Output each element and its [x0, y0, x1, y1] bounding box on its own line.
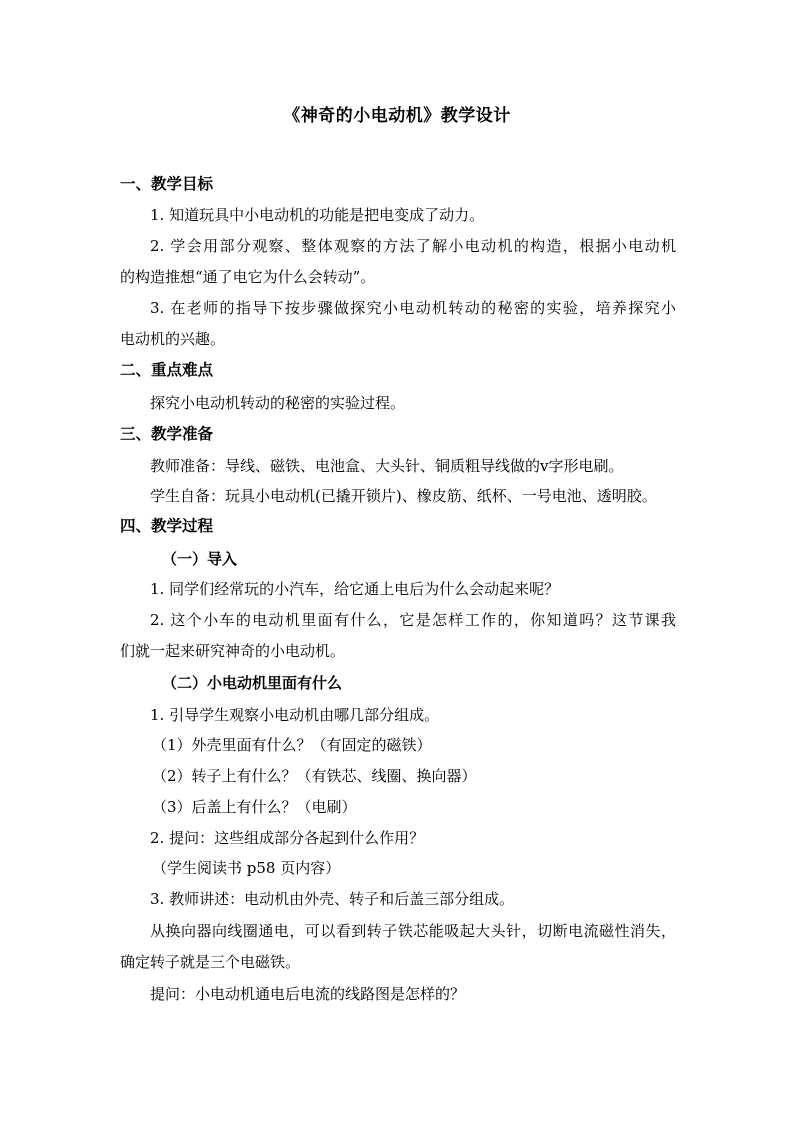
inside-paragraph-line-1: 从换向器向线圈通电，可以看到转子铁芯能吸起大头针，切断电流磁性消失， [150, 922, 676, 940]
section-heading-goals: 一、教学目标 [120, 174, 214, 193]
inside-sub-2: （2）转子上有什么？（有铁芯、线圈、换向器） [152, 767, 477, 785]
subsection-heading-intro: （一）导入 [162, 550, 238, 568]
section-heading-process: 四、教学过程 [120, 516, 214, 535]
goal-item-2-line-2: 的构造推想“通了电它为什么会转动”。 [120, 268, 376, 286]
inside-question: 提问：小电动机通电后电流的线路图是怎样的？ [150, 985, 466, 1003]
goal-item-1: 1. 知道玩具中小电动机的功能是把电变成了动力。 [150, 206, 485, 224]
goal-item-2-line-1: 2. 学会用部分观察、整体观察的方法了解小电动机的构造，根据小电动机 [150, 237, 676, 255]
intro-question-2-line-1: 2. 这个小车的电动机里面有什么，它是怎样工作的，你知道吗？这节课我 [150, 611, 676, 629]
inside-point-3: 3. 教师讲述：电动机由外壳、转子和后盖三部分组成。 [150, 890, 515, 908]
goal-item-3-line-1: 3. 在老师的指导下按步骤做探究小电动机转动的秘密的实验，培养探究小 [150, 299, 676, 317]
inside-sub-3: （3）后盖上有什么？（电刷） [152, 798, 357, 816]
prep-student: 学生自备：玩具小电动机(已撬开锁片)、橡皮筋、纸杯、一号电池、透明胶。 [150, 487, 657, 505]
section-heading-prep: 三、教学准备 [120, 424, 214, 443]
inside-paragraph-line-2: 确定转子就是三个电磁铁。 [120, 953, 301, 971]
inside-point-2-note: （学生阅读书 p58 页内容） [152, 859, 341, 877]
goal-item-3-line-2: 电动机的兴趣。 [120, 330, 226, 348]
inside-point-1: 1. 引导学生观察小电动机由哪几部分组成。 [150, 706, 440, 724]
subsection-heading-inside: （二）小电动机里面有什么 [162, 674, 343, 692]
intro-question-1: 1. 同学们经常玩的小汽车，给它通上电后为什么会动起来呢？ [150, 580, 560, 598]
inside-point-2: 2. 提问：这些组成部分各起到什么作用？ [150, 829, 425, 847]
document-title: 《神奇的小电动机》教学设计 [283, 106, 511, 126]
intro-question-2-line-2: 们就一起来研究神奇的小电动机。 [120, 642, 346, 660]
prep-teacher: 教师准备：导线、磁铁、电池盒、大头针、铜质粗导线做的v字形电刷。 [150, 457, 624, 475]
key-points-text: 探究小电动机转动的秘密的实验过程。 [150, 394, 406, 412]
section-heading-key: 二、重点难点 [120, 360, 214, 379]
inside-sub-1: （1）外壳里面有什么？（有固定的磁铁） [152, 736, 432, 754]
